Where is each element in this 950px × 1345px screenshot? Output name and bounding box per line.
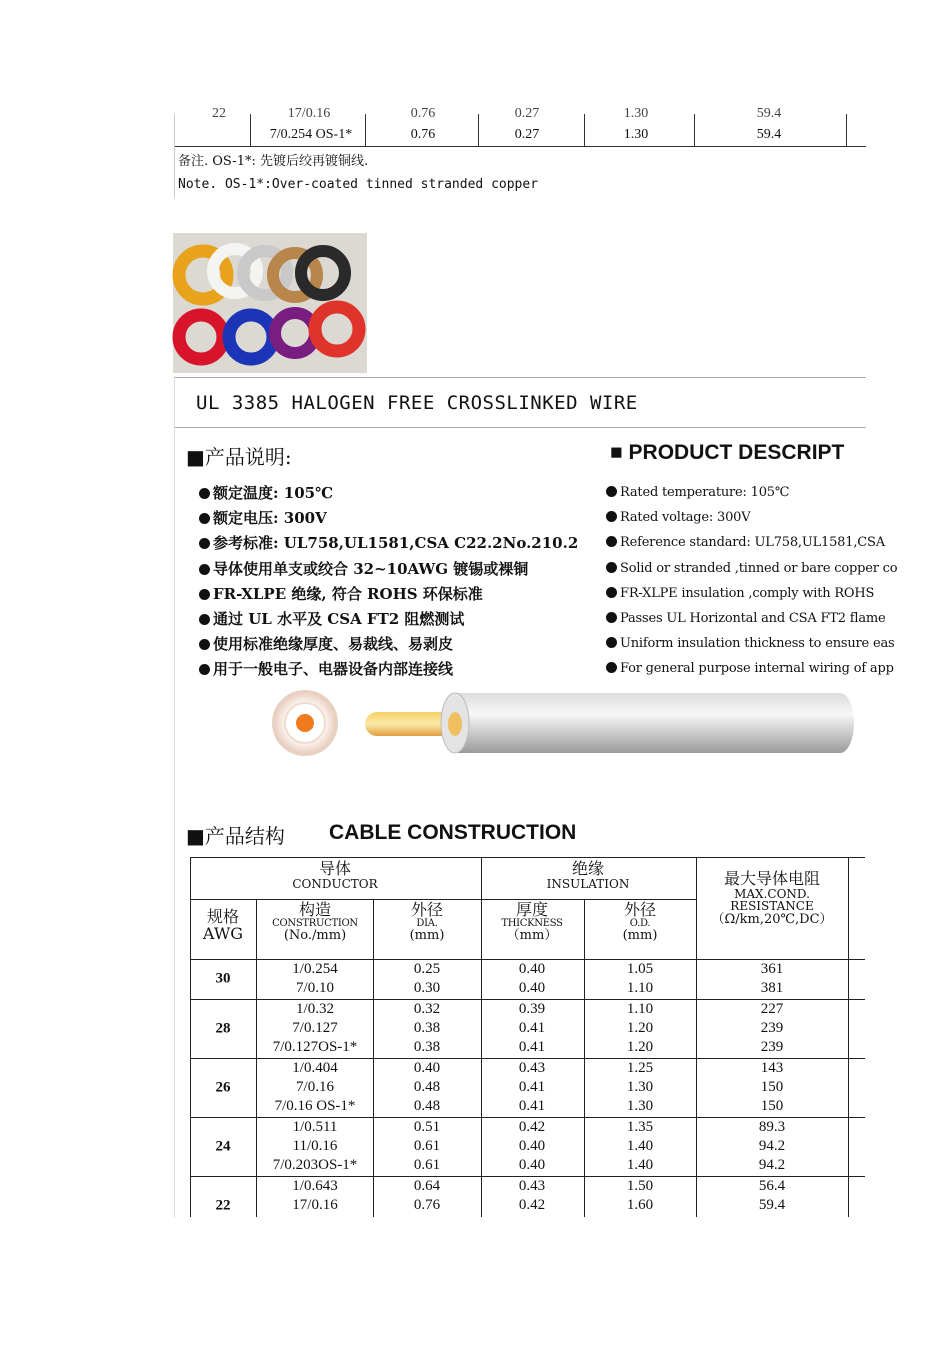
bullet-icon	[199, 513, 210, 524]
bullet-icon	[606, 612, 617, 623]
note-chinese: 备注. OS-1*: 先镀后绞再镀铜线.	[178, 154, 369, 169]
table-cell: 381	[760, 980, 784, 996]
clipped-dia: 0.76	[410, 106, 436, 121]
table-cell: 7/0.16	[296, 1079, 334, 1095]
table-cell: 0.42	[518, 1119, 546, 1135]
description-heading-en: ■ PRODUCT DESCRIPT	[610, 441, 845, 464]
header-conductor: 导体 CONDUCTOR	[292, 859, 378, 891]
fragment-resistance: 59.4	[756, 127, 782, 142]
table-cell: 0.30	[413, 980, 441, 996]
description-english-panel	[600, 430, 898, 690]
header-construction: 构造 CONSTRUCTION (No./mm)	[272, 900, 358, 944]
clipped-thickness: 0.27	[514, 106, 540, 121]
bullet-icon	[606, 486, 617, 497]
table-cell: 227	[760, 1001, 784, 1017]
fragment-thickness: 0.27	[514, 127, 540, 142]
awg-cell: 22	[215, 1197, 231, 1214]
table-cell: 1.10	[626, 1001, 654, 1017]
table-cell: 1.35	[626, 1119, 654, 1135]
table-cell: 59.4	[758, 1197, 786, 1213]
fragment-left-edge	[174, 114, 175, 198]
bullet-icon	[199, 664, 210, 675]
table-cell: 150	[760, 1079, 784, 1095]
table-cell: 1/0.643	[292, 1178, 338, 1194]
wire-coils-photo	[173, 233, 367, 373]
table-cell: 0.48	[413, 1098, 441, 1114]
bullet-icon	[606, 536, 617, 547]
table-cell: 0.38	[413, 1020, 441, 1036]
wire-cross-section-illustration	[265, 685, 865, 765]
table-cell: 7/0.127	[292, 1020, 338, 1036]
clipped-od: 1.30	[623, 106, 649, 121]
table-cell: 150	[760, 1098, 784, 1114]
bullet-icon	[606, 662, 617, 673]
table-cell: 0.38	[413, 1039, 441, 1055]
list-item: 使用标准绝缘厚度、易裁线、易剥皮	[199, 634, 578, 659]
title-bottom-rule	[175, 427, 866, 428]
table-cell: 0.51	[413, 1119, 441, 1135]
table-cell: 1.40	[626, 1138, 654, 1154]
table-cell: 239	[760, 1020, 784, 1036]
list-item: Passes UL Horizontal and CSA FT2 flame	[606, 609, 897, 634]
table-cell: 7/0.203OS-1*	[272, 1157, 358, 1173]
table-cell: 0.61	[413, 1138, 441, 1154]
bullet-icon	[199, 538, 210, 549]
table-cell: 1.30	[626, 1098, 654, 1114]
table-cell: 1.25	[626, 1060, 654, 1076]
description-heading-cn: ■产品说明:	[186, 445, 292, 469]
fragment-dia: 0.76	[410, 127, 436, 142]
list-item: 通过 UL 水平及 CSA FT2 阻燃测试	[199, 609, 578, 634]
table-cell: 7/0.10	[296, 980, 334, 996]
table-cell: 0.61	[413, 1157, 441, 1173]
list-item: 导体使用单支或绞合 32~10AWG 镀锡或裸铜	[199, 559, 578, 584]
list-item: Reference standard: UL758,UL1581,CSA	[606, 533, 897, 558]
list-item: 参考标准: UL758,UL1581,CSA C22.2No.210.2	[199, 533, 578, 558]
table-cell: 0.39	[518, 1001, 546, 1017]
bullet-icon	[199, 488, 210, 499]
description-list-en	[606, 483, 897, 685]
product-title: UL 3385 HALOGEN FREE CROSSLINKED WIRE	[196, 392, 638, 414]
fragment-construction: 7/0.254 OS-1*	[269, 127, 353, 142]
table-cell: 0.76	[413, 1197, 441, 1213]
table-cell: 0.40	[518, 980, 546, 996]
awg-cell: 26	[215, 1079, 231, 1096]
header-awg: 规格 AWG	[202, 907, 244, 943]
list-item: 额定电压: 300V	[199, 508, 578, 533]
table-cell: 0.40	[518, 1157, 546, 1173]
list-item: Rated temperature: 105℃	[606, 483, 897, 508]
table-cell: 1.60	[626, 1197, 654, 1213]
list-item: 用于一般电子、电器设备内部连接线	[199, 659, 578, 684]
table-cell: 7/0.127OS-1*	[272, 1039, 358, 1055]
table-cell: 1.50	[626, 1178, 654, 1194]
list-item: Rated voltage: 300V	[606, 508, 897, 533]
list-item: FR-XLPE 绝缘, 符合 ROHS 环保标准	[199, 584, 578, 609]
header-insulation: 绝缘 INSULATION	[546, 859, 630, 891]
header-dia: 外径 DIA. (mm)	[409, 900, 445, 944]
table-cell: 0.41	[518, 1098, 546, 1114]
list-item: Solid or stranded ,tinned or bare copper co	[606, 559, 897, 584]
table-cell: 0.48	[413, 1079, 441, 1095]
bullet-icon	[199, 614, 210, 625]
table-cell: 89.3	[758, 1119, 786, 1135]
list-item: Uniform insulation thickness to ensure eas	[606, 634, 897, 659]
table-cell: 0.40	[518, 961, 546, 977]
table-cell: 1/0.511	[292, 1119, 338, 1135]
table-cell: 0.43	[518, 1060, 546, 1076]
clipped-construction: 17/0.16	[287, 106, 331, 121]
table-cell: 94.2	[758, 1157, 786, 1173]
bullet-icon	[606, 587, 617, 598]
table-cell: 0.42	[518, 1197, 546, 1213]
table-cell: 1/0.404	[292, 1060, 338, 1076]
table-cell: 0.64	[413, 1178, 441, 1194]
table-cell: 143	[760, 1060, 784, 1076]
table-cell: 0.40	[413, 1060, 441, 1076]
prev-table-fragment	[174, 106, 866, 146]
table-cell: 56.4	[758, 1178, 786, 1194]
bullet-icon	[199, 564, 210, 575]
bullet-icon	[606, 562, 617, 573]
list-item: For general purpose internal wiring of app	[606, 659, 897, 684]
bullet-icon	[606, 511, 617, 522]
awg-cell: 30	[215, 970, 231, 987]
table-cell: 0.41	[518, 1039, 546, 1055]
header-od: 外径 O.D. (mm)	[622, 900, 658, 944]
list-item: FR-XLPE insulation ,comply with ROHS	[606, 584, 897, 609]
table-cell: 1.20	[626, 1020, 654, 1036]
table-cell: 1.40	[626, 1157, 654, 1173]
bullet-icon	[199, 639, 210, 650]
table-cell: 0.41	[518, 1020, 546, 1036]
table-cell: 7/0.16 OS-1*	[274, 1098, 356, 1114]
awg-cell: 24	[215, 1138, 231, 1155]
clipped-awg: 22	[212, 106, 226, 121]
table-cell: 0.43	[518, 1178, 546, 1194]
table-cell: 361	[760, 961, 784, 977]
cable-construction-table	[190, 857, 865, 1217]
list-item: 额定温度: 105℃	[199, 483, 578, 508]
table-cell: 0.41	[518, 1079, 546, 1095]
clipped-resistance: 59.4	[756, 106, 782, 121]
table-cell: 1.20	[626, 1039, 654, 1055]
bullet-icon	[199, 589, 210, 600]
fragment-bottom-rule	[174, 146, 866, 147]
table-cell: 17/0.16	[292, 1197, 338, 1213]
description-list-cn	[199, 483, 578, 685]
awg-cell: 28	[215, 1020, 231, 1037]
header-thickness: 厚度 THICKNESS （mm）	[501, 900, 563, 944]
table-cell: 0.32	[413, 1001, 441, 1017]
table-cell: 11/0.16	[292, 1138, 338, 1154]
construction-heading-en: CABLE CONSTRUCTION	[329, 821, 577, 844]
table-cell: 0.40	[518, 1138, 546, 1154]
fragment-od: 1.30	[623, 127, 649, 142]
note-english: Note. OS-1*:Over-coated tinned stranded copper	[178, 177, 539, 192]
construction-heading-cn: ■产品结构	[186, 824, 285, 848]
card-left-border	[174, 376, 175, 1218]
table-cell: 1.10	[626, 980, 654, 996]
table-cell: 239	[760, 1039, 784, 1055]
bullet-icon	[606, 637, 617, 648]
table-cell: 94.2	[758, 1138, 786, 1154]
table-cell: 1.05	[626, 961, 654, 977]
table-cell: 1/0.254	[292, 961, 338, 977]
title-top-rule	[175, 377, 866, 378]
table-cell: 1.30	[626, 1079, 654, 1095]
header-resistance: 最大导体电阻 MAX.COND. RESISTANCE （Ω/km,20℃,DC）	[711, 869, 833, 927]
table-cell: 1/0.32	[296, 1001, 334, 1017]
table-cell: 0.25	[413, 961, 441, 977]
